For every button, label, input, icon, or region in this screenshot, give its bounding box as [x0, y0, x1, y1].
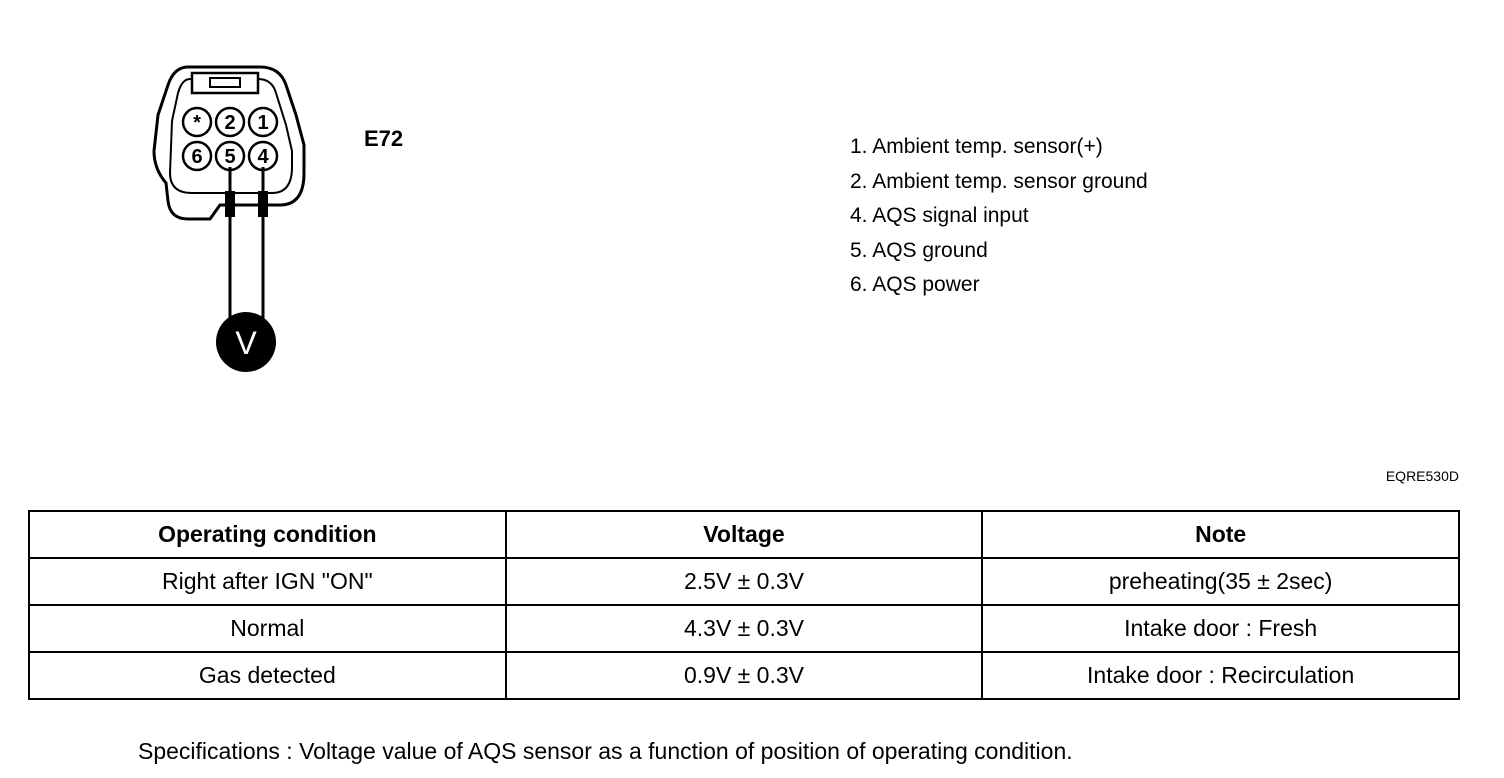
pin-legend-item: 6. AQS power [850, 273, 980, 296]
table-row [29, 652, 1459, 699]
pin-label: 6 [191, 146, 203, 168]
table-row [29, 605, 1459, 652]
pin-label: 4 [257, 146, 269, 168]
column-header: Voltage [506, 511, 983, 558]
pin-label: * [193, 112, 201, 134]
table-cell: Right after IGN "ON" [29, 558, 506, 605]
table-header-row [29, 511, 1459, 558]
probe-tip [258, 191, 268, 217]
table-cell: Intake door : Recirculation [982, 652, 1459, 699]
pin-legend [850, 133, 1148, 306]
table-cell: Normal [29, 605, 506, 652]
connector-code: E72 [364, 126, 404, 151]
table-cell: Gas detected [29, 652, 506, 699]
connector-latch-slot [210, 78, 240, 87]
specification-table [28, 510, 1460, 700]
pin-legend-item: 5. AQS ground [850, 238, 988, 262]
probe-tip [225, 191, 235, 217]
pin-legend-item: 1. Ambient temp. sensor(+) [850, 135, 1103, 158]
table-cell: Intake door : Fresh [982, 605, 1459, 652]
pin-label: 5 [224, 146, 236, 168]
column-header: Operating condition [29, 511, 506, 558]
table-cell: 2.5V ± 0.3V [506, 558, 983, 605]
connector-diagram [140, 55, 340, 385]
voltmeter-symbol: V [235, 325, 257, 361]
column-header: Note [982, 511, 1459, 558]
pin-label: 1 [257, 112, 269, 134]
table-cell: 0.9V ± 0.3V [506, 652, 983, 699]
table-row [29, 558, 1459, 605]
table-cell: preheating(35 ± 2sec) [982, 558, 1459, 605]
pin-legend-item: 4. AQS signal input [850, 204, 1029, 227]
table-cell: 4.3V ± 0.3V [506, 605, 983, 652]
pin-label: 2 [224, 112, 236, 134]
specification-note: Specifications : Voltage value of AQS sensor as a function of position of operating condition. [138, 738, 1073, 764]
figure-code: EQRE530D [1385, 468, 1459, 484]
pin-legend-item: 2. Ambient temp. sensor ground [850, 169, 1148, 193]
